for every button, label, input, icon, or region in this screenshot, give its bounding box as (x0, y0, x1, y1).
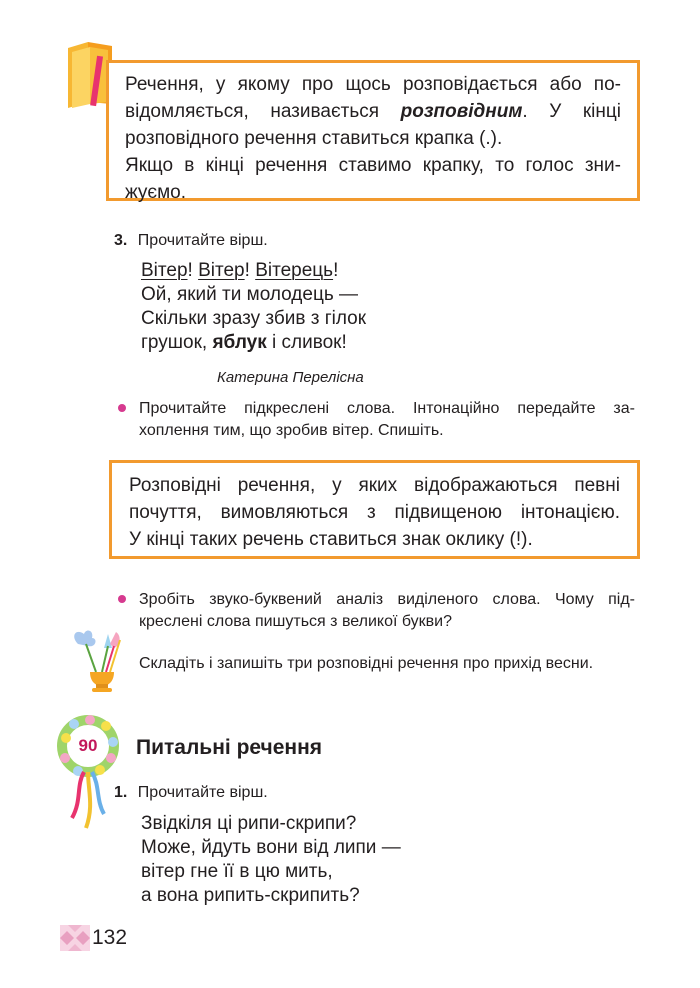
lesson-title: Питальні речення (136, 736, 323, 759)
task-1 (114, 782, 268, 804)
poem-line2: Ой, який ти молодець — (141, 284, 359, 305)
rule2-line1: Розповідні речення, у яких відображаються певні (129, 475, 620, 496)
poem-line: Може, йдуть вони від липи — (141, 837, 401, 858)
rule-box-declarative (106, 60, 640, 201)
rule1-line5: жуємо. (125, 182, 187, 203)
rule2-line3: У кінці таких речень ставиться знак оклику (!). (129, 529, 533, 550)
rule-box-exclamatory (109, 460, 640, 559)
poem-creaks (141, 812, 401, 908)
bullet-marker (118, 595, 126, 603)
bullet2-text: Зробіть звуко-буквений аналіз виділеного слова. Чому під- креслені слова пишуться з великої букви? (139, 591, 635, 630)
poem-author: Катерина Перелісна (217, 369, 364, 386)
rule1-line2: відомляється, називається розповідним. У кінці (125, 101, 621, 122)
task-number: 3. (114, 232, 128, 249)
poem-line: Звідкіля ці рипи-скрипи? (141, 813, 357, 834)
lesson-wreath-icon (56, 714, 120, 832)
lesson-number-badge: 90 (78, 736, 98, 755)
rule1-line1: Речення, у якому про щось розповідається або по- (125, 74, 621, 95)
flower-vase-icon (64, 626, 134, 696)
rule2-line2: почуття, вимовляються з підвищеною інтонацією. (129, 502, 620, 523)
ornament-icon (60, 925, 90, 951)
poem-line: вітер гне її в цю мить, (141, 861, 333, 882)
poem-line: а вона рипить-скрипить? (141, 885, 360, 906)
bullet-marker (118, 404, 126, 412)
rule1-line4: Якщо в кінці речення ставимо крапку, то голос зни- (125, 155, 621, 176)
task-number: 1. (114, 784, 128, 801)
task-3 (114, 230, 268, 252)
task-text: Прочитайте вірш. (137, 232, 268, 249)
poem-line1: Вітер! Вітер! Вітерець! (141, 260, 339, 281)
task-text: Прочитайте вірш. (137, 784, 268, 801)
poem-wind (141, 259, 366, 355)
poem-line3: Скільки зразу збив з гілок (141, 308, 367, 329)
rule1-line3: розповідного речення ставиться крапка (.). (125, 128, 503, 149)
homework-text: Складіть і запишіть три розповідні речення про прихід весни. (139, 655, 594, 672)
poem-line4: грушок, яблук і сливок! (141, 332, 347, 353)
page-number: 132 (92, 926, 128, 949)
bullet1-text: Прочитайте підкреслені слова. Інтонаційно передайте за- хоплення тим, що зробив вітер. Спишіть. (139, 400, 635, 439)
